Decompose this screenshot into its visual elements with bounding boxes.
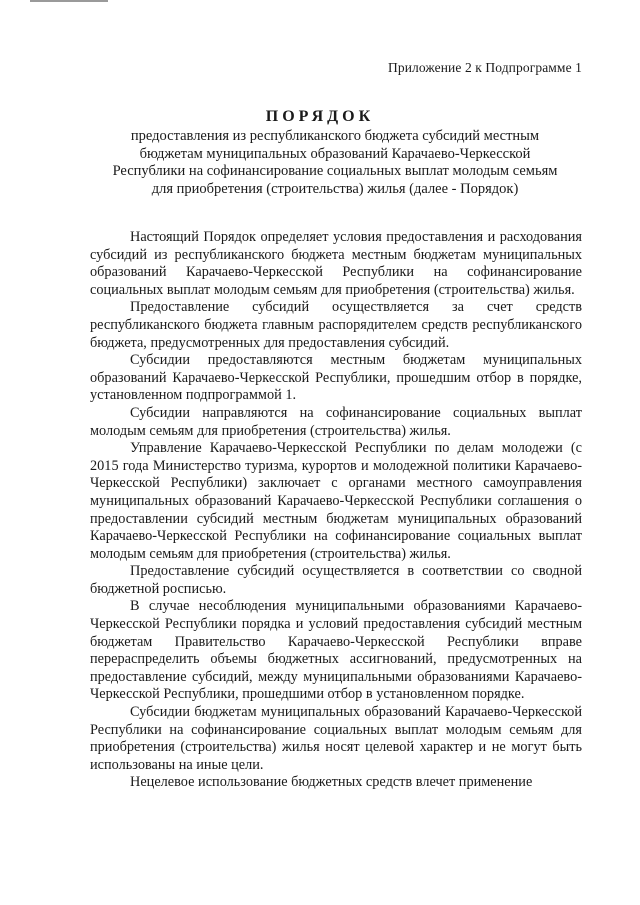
- appendix-reference: Приложение 2 к Подпрограмме 1: [388, 60, 582, 75]
- scan-edge-mark: [30, 0, 108, 2]
- paragraph-3: Субсидии предоставляются местным бюджетам муниципальных образований Карачаево-Черкесской Республики, прошедшим отбор в порядке, установленном подпрограммой 1.: [90, 352, 582, 404]
- paragraph-5: Управление Карачаево-Черкесской Республики по делам молодежи (с 2015 года Министерство туризма, курортов и молодежной политики Карачаево-Черкесской Республики) заключает с органами местного самоуправления муниципальных образований Карачаево-Черкесской Республики соглашения о предоставлении субсидий местным бюджетам муниципальных образований Карачаево-Черкесской Республики на софинансирование социальных выплат молодым семьям для приобретения (строительства) жилья.: [90, 440, 582, 562]
- paragraph-7: В случае несоблюдения муниципальными образованиями Карачаево-Черкесской Республики порядка и условий предоставления субсидий местным бюджетам Правительство Карачаево-Черкесской Республики вправе перераспределить объемы бюджетных ассигнований, предусмотренных на предоставление субсидий, между муниципальными образованиями Карачаево-Черкесской Республики, прошедшими отбор в установленном порядке.: [90, 598, 582, 703]
- paragraph-8: Субсидии бюджетам муниципальных образований Карачаево-Черкесской Республики на софинансирование социальных выплат молодым семьям для приобретения (строительства) жилья носят целевой характер и не могут быть использованы на иные цели.: [90, 704, 582, 773]
- document-title: ПОРЯДОК: [265, 108, 375, 125]
- paragraph-2: Предоставление субсидий осуществляется за счет средств республиканского бюджета главным распорядителем средств республиканского бюджета, предусмотренных для предоставления субсидий.: [90, 299, 582, 351]
- paragraph-9: Нецелевое использование бюджетных средств влечет применение: [130, 774, 533, 791]
- document-subtitle: предоставления из республиканского бюджета субсидий местным бюджетам муниципальных образований Карачаево-Черкесской Республики на софинансирование социальных выплат молодым семьям для приобретения (строительства) жилья (далее - Порядок): [112, 128, 558, 197]
- paragraph-6: Предоставление субсидий осуществляется в соответствии со сводной бюджетной росписью.: [90, 563, 582, 597]
- paragraph-4: Субсидии направляются на софинансирование социальных выплат молодым семьям для приобретения (строительства) жилья.: [90, 404, 582, 439]
- paragraph-1: Настоящий Порядок определяет условия предоставления и расходования субсидий из республиканского бюджета местным бюджетам муниципальных образований Карачаево-Черкесской Республики на софинансирование социальных выплат молодым семьям для приобретения (строительства) жилья.: [90, 229, 582, 298]
- document-body: [90, 229, 582, 792]
